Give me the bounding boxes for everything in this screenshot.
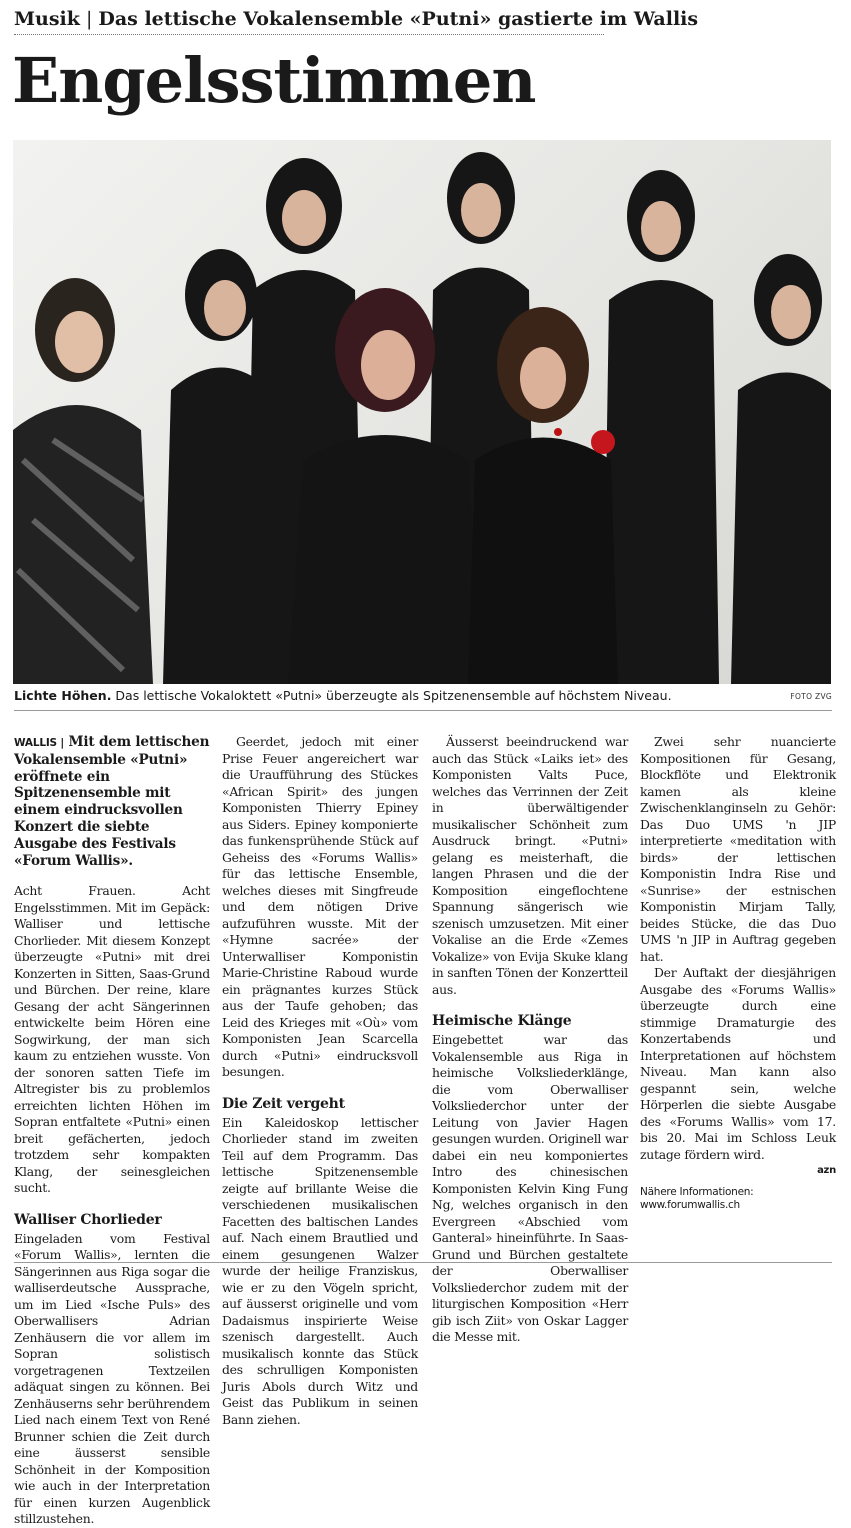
article-paragraph: Zwei sehr nuancierte Kompositionen für Gesang, Blockflöte und Elektronik kamen als kleine Zwischenklanginseln zu Gehör: Das Duo UMS 'n JIP interpretierte «meditation with birds» der lettischen Komponistin Indra Rise und «Sunrise» der estnischen Komponistin Mirjam Tally, beides Stücke, die das Duo UMS 'n JIP in Auftrag gegeben hat. [640,734,836,964]
lead-text: Mit dem lettischen Vokalensemble «Putni» eröffnete ein Spitzenensemble mit einem eindrucksvollen Konzert die siebte Ausgabe des Festivals «Forum Wallis». [14,734,210,869]
info-url[interactable]: www.forumwallis.ch [640,1198,740,1211]
article-paragraph: Äusserst beeindruckend war auch das Stück «Laiks iet» des Komponisten Valts Puce, welches das Verrinnen der Zeit in überwältigender musikalischer Schönheit zum Ausdruck bringt. «Putni» gelang es meisterhaft, die langen Phrasen und die der Komposition eingeflochtene Spannung sängerisch wie szenisch umzusetzen. Mit einer Vokalise an die Erde «Zemes Vokalize» von Evija Skuke klang in sanften Tönen der Konzertteil aus. [432,734,628,997]
caption-title: Lichte Höhen. [14,688,112,703]
subheading: Walliser Chorlieder [14,1211,162,1228]
author-line [640,1163,836,1180]
article-paragraph: Der Auftakt der diesjährigen Ausgabe des «Forums Wallis» überzeugte durch eine stimmige Dramaturgie des Konzertabends und Interpretationen auf höchstem Niveau. Man kann also gespannt sein, welche Hörperlen die siebte Ausgabe des «Forums Wallis» vom 17. bis 20. Mai im Schloss Leuk zutage fördern wird. [640,965,836,1162]
photo-caption [14,688,832,704]
article-lead [14,734,210,869]
kicker [14,8,699,35]
info-label: Nähere Informationen: [640,1185,754,1198]
article-paragraph: Ein Kaleidoskop lettischer Chorlieder stand im zweiten Teil auf dem Programm. Das lettische Spitzenensemble zeigte auf brillante Weise die verschiedenen musikalischen Facetten des baltischen Landes auf. Nach einem Brautlied und einem gesungenen Walzer wurde der heilige Franziskus, wie er zu den Vögeln spricht, auf äusserst originelle und vom Dadaismus inspirierte Weise szenisch dargestellt. Auch musikalisch konnte das Stück des schrulligen Komponisten Juris Abols durch Witz und Geist das Publikum in seinen Bann ziehen. [222,1114,418,1427]
article-paragraph: Eingebettet war das Vokalensemble aus Riga in heimische Volksliederklänge, die vom Oberwalliser Volksliederchor unter der Leitung von Javier Hagen gesungen wurden. Originell war dabei ein neu komponiertes Intro des chinesischen Komponisten Kelvin King Fung Ng, welches organisch in den Evergreen «Abschied vom Ganteral» hineinführte. In Saas-Grund und Bürchen gestaltete der Oberwalliser Volksliederchor zudem mit der liturgischen Komposition «Herr gib isch Ziit» von Oskar Lagger die Messe mit. [432,1032,628,1344]
kicker-topic: Das lettische Vokalensemble «Putni» gastierte im Wallis [98,8,699,30]
author-initials: azn [817,1165,836,1176]
bottom-divider [14,1262,832,1263]
dateline: WALLIS | [14,737,64,749]
article-column-2 [222,734,418,1428]
info-box [640,1186,836,1212]
photo-credit: FOTO ZVG [790,692,832,701]
ensemble-photo [13,140,831,684]
headline: Engelsstimmen [12,44,536,117]
kicker-section: Musik [14,8,80,30]
caption-divider [14,710,832,711]
kicker-separator: | [85,8,93,30]
article-column-3 [432,734,628,1346]
article-paragraph: Acht Frauen. Acht Engelsstimmen. Mit im Gepäck: Walliser und lettische Chorlieder. Mit diesem Konzept überzeugte «Putni» mit drei Konzerten in Sitten, Saas-Grund und Bürchen. Der reine, klare Gesang der acht Sängerinnen entwickelte beim Hören eine Sogwirkung, der man sich kaum zu entziehen wusste. Von der sonoren satten Tiefe im Altregister bis zu problemlos erreichten lichten Höhen im Sopran entfaltete «Putni» einen breit gefächerten, jedoch trotzdem sehr kompakten Klang, der seinesgleichen sucht. [14,883,210,1196]
article-paragraph: Geerdet, jedoch mit einer Prise Feuer angereichert war die Uraufführung des Stückes «African Spirit» des jungen Komponisten Thierry Epiney aus Siders. Epiney komponierte das funkensprühende Stück auf Geheiss des «Forums Wallis» für das lettische Ensemble, welches dieses mit Singfreude und dem nötigen Drive aufzuführen wusste. Mit der «Hymne sacrée» der Unterwalliser Komponistin Marie-Christine Raboud wurde ein prägnantes kurzes Stück aus der Taufe gehoben; das Leid des Krieges mit «Où» vom Komponisten Jean Scarcella durch «Putni» eindrucksvoll besungen. [222,734,418,1079]
subheading: Die Zeit vergeht [222,1095,345,1112]
ensemble-photo-illustration [13,140,831,684]
article-column-4 [640,734,836,1212]
caption-text: Das lettische Vokaloktett «Putni» überzeugte als Spitzenensemble auf höchstem Niveau. [115,688,672,703]
subheading: Heimische Klänge [432,1013,572,1029]
article-paragraph: Eingeladen vom Festival «Forum Wallis», lernten die Sängerinnen aus Riga sogar die walliserdeutsche Aussprache, um im Lied «Ische Puls» des Oberwallisers Adrian Zenhäusern die vor allem im Sopran solistisch vorgetragenen Textzeilen adäquat singen zu können. Bei Zenhäuserns sehr berührendem Lied nach einem Text von René Brunner schien die Zeit durch eine äusserst sensible Schönheit in der Komposition wie auch in der Interpretation für einen kurzen Augenblick stillzustehen. [14,1230,210,1527]
article-column-1 [14,734,210,1528]
